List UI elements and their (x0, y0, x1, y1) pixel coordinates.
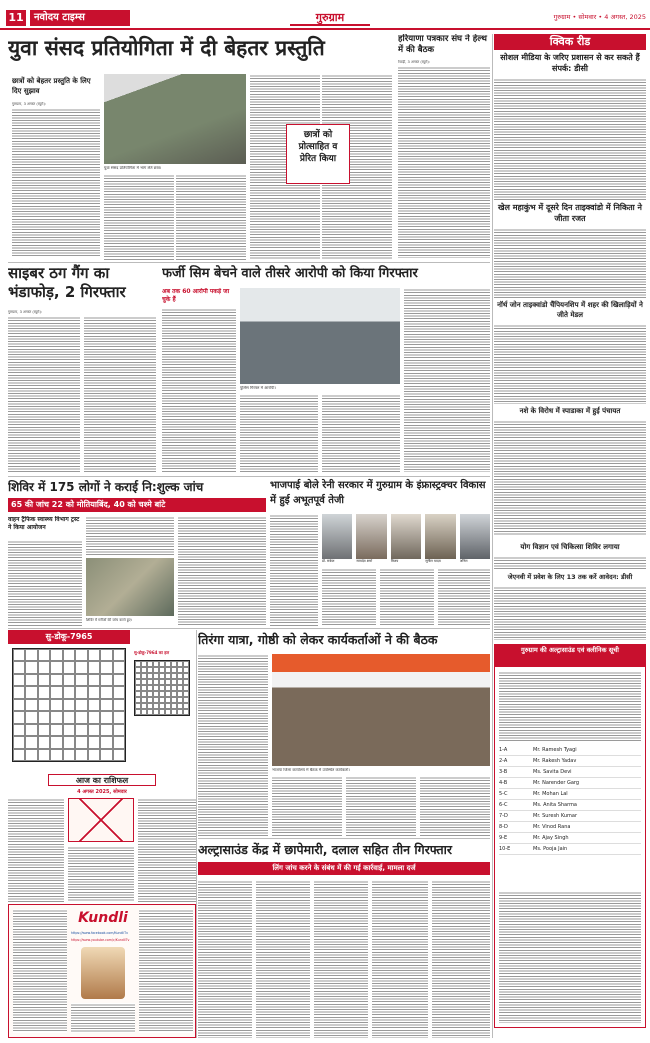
sudoku-answer (134, 650, 194, 720)
story-body-col1 (198, 654, 268, 836)
classified-row: 8-D Mr. Vinod Rana (499, 822, 641, 833)
horoscope-title: आज का राशिफल (48, 774, 156, 786)
classified-table (499, 745, 641, 885)
story-body-col2 (322, 568, 376, 626)
classified-row: 9-E Mr. Ajay Singh (499, 833, 641, 844)
story-health-camp (8, 478, 266, 626)
quick-read-headline-2: खेल महाकुंभ में दूसरे दिन ताइक्वांडो में निकिता ने जीता रजत (498, 203, 642, 223)
classified-body-bottom (499, 891, 641, 1023)
divider (8, 628, 490, 629)
portrait-1: डॉ. राकेश (322, 514, 352, 564)
horoscope-middle (68, 846, 134, 902)
portrait-row (322, 514, 490, 564)
story-body-col2 (272, 776, 342, 836)
horoscope-date: 4 अगस्त 2025, सोमवार (77, 789, 127, 795)
divider (8, 262, 490, 263)
quick-read-headline-3: नॉर्थ जोन ताइक्वांडो चैंपियनशिप में शहर की खिलाड़ियों ने जीते मेडल (497, 301, 643, 319)
story-byline: गुरुग्राम, 3 अगस्त (ब्यूरो): (8, 310, 43, 314)
quick-read-body-2 (494, 228, 646, 298)
story-subhead: 65 की जांच 22 को मोतियाबिंद, 40 को चश्मे बांटे (8, 498, 266, 512)
page-number: 11 (8, 11, 24, 24)
classified-box (494, 644, 646, 1028)
kundli-astrologer-photo (81, 947, 125, 999)
story-body-col3 (176, 174, 246, 260)
story-ultrasound-raid (198, 840, 490, 1038)
paper-name: नवोदय टाइम्स (30, 10, 130, 26)
story-headline: अल्ट्रासाउंड केंद्र में छापेमारी, दलाल सहित तीन गिरफ्तार (198, 842, 453, 857)
classified-row: 6-C Ms. Anita Sharma (499, 800, 641, 811)
quick-read-body-3 (494, 324, 646, 404)
classified-row: 7-D Mr. Suresh Kumar (499, 811, 641, 822)
quick-read-body-4 (494, 420, 646, 536)
kundli-left (13, 909, 67, 1033)
sudoku-title: सु-डोकू-7965 (8, 630, 130, 644)
quick-read-body-5 (494, 556, 646, 569)
photo-banner-text (272, 656, 490, 670)
quick-read-headline-6: जेएनवी में प्रवेश के लिए 13 तक करें आवेदन: डीसी (507, 573, 633, 581)
classified-row: 2-A Mr. Rakesh Yadav (499, 756, 641, 767)
horoscope-left (8, 798, 64, 902)
story-body-col3 (346, 776, 416, 836)
story-cyber-thug (8, 264, 158, 474)
story-bjp-infrastructure (270, 478, 490, 626)
story-photo (104, 74, 246, 164)
classified-row: 1-A Mr. Ramesh Tyagi (499, 745, 641, 756)
masthead-rule (0, 28, 650, 30)
quick-read-body-1 (494, 78, 646, 200)
story-body-col1 (8, 540, 82, 626)
story-body-col2 (240, 394, 318, 472)
quick-read-headline-1: सोशल मीडिया के जरिए प्रशासन से कर सकते हैं संपर्क: डीसी (500, 53, 640, 73)
sudoku-grid[interactable] (12, 648, 126, 762)
sudoku-answer-label: सु-डोकू-7964 का हल (134, 650, 170, 655)
classified-row: 5-C Mr. Mohan Lal (499, 789, 641, 800)
story-body-col4 (438, 568, 490, 626)
kundli-right (139, 909, 193, 1033)
quick-read-lower (494, 572, 646, 640)
story-subhead: छात्रों को बेहतर प्रस्तुति के लिए दिए सुझाव (12, 77, 91, 95)
kundli-middle (71, 1003, 135, 1033)
story-body-col2 (104, 174, 174, 260)
photo-caption: शिविर में मरीजों की जांच करते हुए। (86, 618, 133, 622)
story-body-col2 (84, 316, 156, 472)
story-body-col2 (86, 516, 174, 556)
story-side-head: वाहन ट्रैफिक स्वास्थ्य विभाग ट्रस्ट ने किया आयोजन (8, 516, 80, 531)
story-body-col1 (198, 880, 252, 1038)
story-youth-parliament (8, 34, 392, 260)
story-subhead: अब तक 60 आरोपी पकड़े जा चुके हैं (162, 288, 230, 303)
story-photo (240, 288, 400, 384)
sudoku-answer-grid (134, 660, 190, 716)
divider (8, 476, 490, 477)
horoscope-right (138, 798, 196, 902)
horoscope-box (8, 774, 196, 902)
kundli-contact-2[interactable]: https://www.youtube.com/c/KundliTv (71, 938, 130, 942)
divider (196, 630, 197, 1038)
story-body-col2 (256, 880, 310, 1038)
story-body-col1 (270, 514, 318, 626)
story-body (398, 66, 490, 258)
story-photo (86, 558, 174, 616)
story-body-col3 (178, 516, 266, 626)
story-fake-sim (162, 264, 490, 474)
horoscope-chart (68, 798, 134, 842)
portrait-4: सुनील यादव (425, 514, 455, 564)
quick-read-column (494, 34, 646, 569)
story-body-col3 (380, 568, 434, 626)
portrait-5: अनिल (460, 514, 490, 564)
story-body-col5 (432, 880, 490, 1038)
portrait-3: विजय (391, 514, 421, 564)
photo-caption: पुलिस गिरफ्त में आरोपी। (240, 386, 276, 390)
kundli-contact-1[interactable]: https://www.facebook.com/KundliTv (71, 931, 129, 935)
masthead (0, 0, 650, 32)
story-photo (272, 654, 490, 766)
story-body-col3 (314, 880, 368, 1038)
story-body-col1 (162, 308, 236, 472)
story-headline: युवा संसद प्रतियोगिता में दी बेहतर प्रस्तुति (8, 36, 325, 60)
story-headline: फर्जी सिम बेचने वाले तीसरे आरोपी को किया गिरफ्तार (162, 266, 418, 281)
story-byline: रेवाड़ी, 3 अगस्त (ब्यूरो): (398, 60, 431, 64)
story-byline: गुरुग्राम, 3 अगस्त (ब्यूरो): (12, 102, 47, 106)
portrait-2: सत्यदेव शर्मा (356, 514, 386, 564)
story-headline: शिविर में 175 लोगों ने कराई नि:शुल्क जांच (8, 480, 204, 494)
quick-read-headline-5: योग विज्ञान एवं चिकित्सा शिविर लगाया (520, 543, 620, 551)
quick-read-title: क्विक रीड (494, 34, 646, 50)
classified-body-top (499, 671, 641, 741)
classified-header: गुरुग्राम की अल्ट्रासाउंड एवं क्लीनिक सूची (495, 645, 645, 667)
classified-row: 10-E Ms. Pooja Jain (499, 844, 641, 855)
story-body-col4 (404, 288, 490, 472)
story-body-col4 (372, 880, 428, 1038)
section-name: गुरुग्राम (290, 10, 370, 26)
story-headline: तिरंगा यात्रा, गोष्ठी को लेकर कार्यकर्ताओं ने की बैठक (198, 632, 438, 647)
story-body-col1 (8, 316, 80, 472)
story-headline: हरियाणा पत्रकार संघ ने हेल्थ में की बैठक (398, 34, 487, 55)
sudoku-box (8, 630, 130, 770)
quick-read-body-6 (494, 586, 646, 640)
page-number-box (6, 10, 26, 26)
divider (492, 34, 493, 1038)
quick-read-headline-4: नशे के विरोध में स्पाडाका में हुई पंचायत (519, 407, 621, 415)
story-body-col3 (322, 394, 400, 472)
story-subhead: लिंग जांच करने के संबंध में की गई कार्रवाई, मामला दर्ज (198, 862, 490, 875)
divider (198, 838, 490, 839)
story-journalist-union (398, 34, 490, 260)
story-tiranga-yatra (198, 630, 490, 836)
classified-row: 4-B Mr. Narender Garg (499, 778, 641, 789)
story-body-col4 (420, 776, 490, 836)
quote-text: छात्रों को प्रोत्साहित व प्रेरित किया (298, 130, 338, 164)
dateline: गुरुग्राम • सोमवार • 4 अगस्त, 2025 (553, 13, 646, 21)
photo-caption: युवा संसद प्रतियोगिता में भाग लेते छात्र। (104, 166, 162, 170)
classified-row: 3-B Ms. Savita Devi (499, 767, 641, 778)
story-headline: भाजपाई बोले रेनी सरकार में गुरुग्राम के इंफ्रास्ट्रक्चर विकास में हुई अभूतपूर्व तेजी (270, 480, 486, 506)
photo-caption: भाजपा जिला कार्यालय में बैठक में उपस्थित कार्यकर्ता। (272, 768, 350, 772)
kundli-ad (8, 904, 196, 1038)
story-body-col1 (12, 108, 100, 258)
story-quote (286, 124, 350, 184)
story-headline: साइबर ठग गैंग का भंडाफोड़, 2 गिरफ्तार (8, 264, 126, 301)
kundli-brand: Kundli (78, 910, 128, 926)
